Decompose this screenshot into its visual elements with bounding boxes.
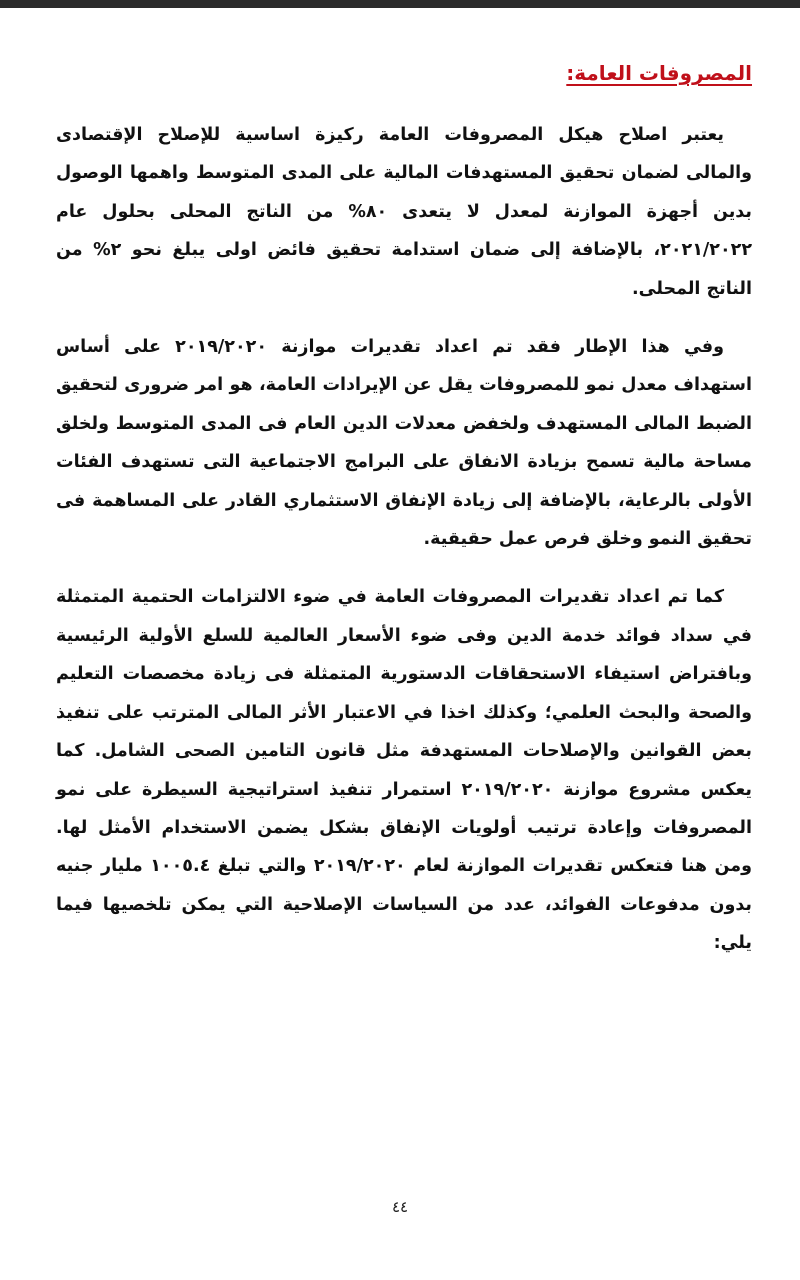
status-bar [0,0,800,8]
document-content [56,58,752,983]
section-heading: المصروفات العامة: [566,61,752,85]
page-number: ٤٤ [391,1198,409,1216]
paragraph-3: كما تم اعداد تقديرات المصروفات العامة في ضوء الالتزامات الحتمية المتمثلة في سداد فوائد خدمة الدين وفى ضوء الأسعار العالمية للسلع الأولية الرئيسية وبافتراض استيفاء الاستحقاقات الدستورية المتمثلة فى زيادة مخصصات التعليم والصحة والبحث العلمي؛ وكذلك اخذا في الاعتبار الأثر المالى المترتب على تنفيذ بعض القوانين والإصلاحات المستهدفة مثل قانون التامين الصحى الشامل. كما يعكس مشروع موازنة ٢٠١٩/٢٠٢٠ استمرار تنفيذ استراتيجية السيطرة على نمو المصروفات وإعادة ترتيب أولويات الإنفاق بشكل يضمن الاستخدام الأمثل لها. ومن هنا فتعكس تقديرات الموازنة لعام ٢٠١٩/٢٠٢٠ والتي تبلغ ١٠٠٥.٤ مليار جنيه بدون مدفوعات الفوائد، عدد من السياسات الإصلاحية التي يمكن تلخصيها فيما يلي: [56,587,753,954]
document-page [0,8,800,1280]
paragraph-2: وفي هذا الإطار فقد تم اعداد تقديرات موازنة ٢٠١٩/٢٠٢٠ على أساس استهداف معدل نمو للمصروفات يقل عن الإيرادات العامة، هو امر ضرورى لتحقيق الضبط المالى المستهدف ولخفض معدلات الدين العام فى المدى المتوسط ولخلق مساحة مالية تسمح بزيادة الانفاق على البرامج الاجتماعية التى تستهدف الفئات الأولى بالرعاية، بالإضافة إلى زيادة الإنفاق الاستثماري القادر على المساهمة فى تحقيق النمو وخلق فرص عمل حقيقية. [56,337,752,550]
paragraph-1: يعتبر اصلاح هيكل المصروفات العامة ركيزة اساسية للإصلاح الإقتصادى والمالى لضمان تحقيق المستهدفات المالية على المدى المتوسط واهمها الوصول بدين أجهزة الموازنة لمعدل لا يتعدى ٨٠% من الناتج المحلى بحلول عام ٢٠٢١/٢٠٢٢، بالإضافة إلى ضمان استدامة تحقيق فائض اولى يبلغ نحو ٢% من الناتج المحلى. [56,125,752,299]
